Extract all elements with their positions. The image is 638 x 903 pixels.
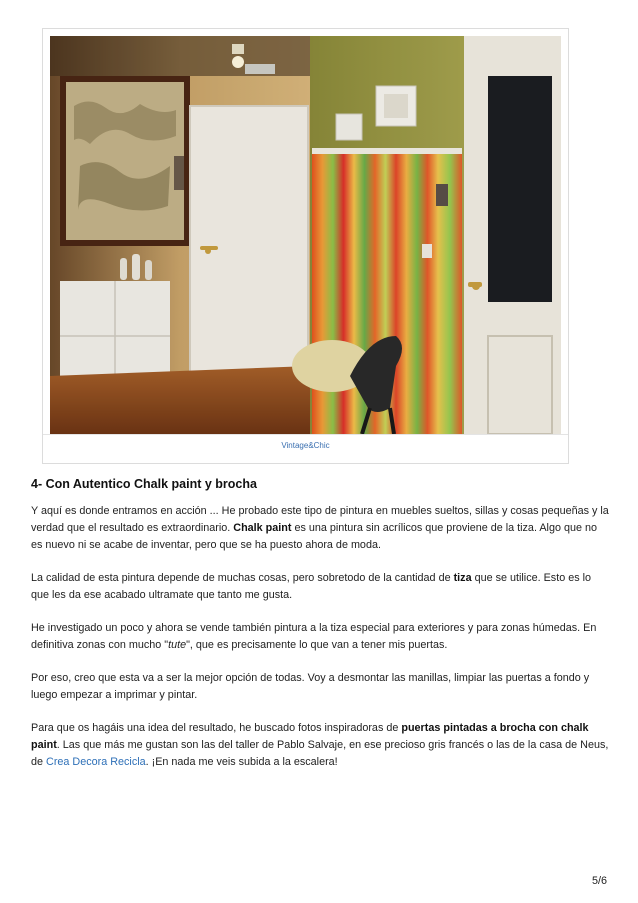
- paragraph-1: [31, 503, 611, 554]
- paragraph-2-text-a: La calidad de esta pintura depende de muchas cosas, pero sobretodo de la cantidad de: [31, 572, 454, 584]
- puertas-pintadas-term: puertas pintadas a brocha con chalk paint: [31, 722, 589, 751]
- page-number: 5/6: [591, 875, 607, 887]
- paragraph-2: [31, 570, 611, 604]
- paragraph-5: [31, 720, 611, 771]
- paragraph-4: Por eso, creo que esta va a ser la mejor opción de todas. Voy a desmontar las manillas, limpiar las puertas a fondo y luego empezar a imprimar y pintar.: [31, 672, 590, 701]
- paragraph-5-text-d: . ¡En nada me veis subida a la escalera!: [145, 756, 338, 768]
- paragraph-3-text-c: ", que es precisamente lo que van a tener mis puertas.: [186, 639, 448, 651]
- paragraph-3: [31, 620, 611, 654]
- figure: [42, 28, 569, 464]
- paragraph-5-text-a: Para que os hagáis una idea del resultado, he buscado fotos inspiradoras de: [31, 722, 402, 734]
- paragraph-2-text-c: que se utilice. Esto es lo que les da ese acabado ultramate que tanto me gusta.: [31, 572, 592, 601]
- crea-decora-recicla-link[interactable]: Crea Decora Recicla: [46, 756, 146, 768]
- tiza-term: tiza: [453, 572, 472, 584]
- chalk-paint-term: Chalk paint: [233, 522, 292, 534]
- paragraph-3-text-a: He investigado un poco y ahora se vende también pintura a la tiza especial para exteriores y para zonas húmedas. En definitiva zonas con mucho ": [31, 622, 597, 651]
- article-content: [31, 477, 611, 787]
- figure-caption: Vintage&Chic: [281, 441, 330, 450]
- paragraph-1-text-a: Y aquí es donde entramos en acción ... He probado este tipo de pintura en muebles sueltos, sillas y cosas pequeñas y la verdad que el resultado es extraordinario.: [31, 505, 609, 534]
- section-heading: 4- Con Autentico Chalk paint y brocha: [31, 477, 257, 491]
- hallway-photo: [50, 36, 561, 434]
- paragraph-1-text-c: es una pintura sin acrílicos que proviene de la tiza. Algo que no es nuevo ni se acabe de inventar, pero que se ha puesto ahora de moda.: [31, 522, 597, 551]
- paragraph-5-text-c: . Las que más me gustan son las del taller de Pablo Salvaje, en ese precioso gris francés o las de la casa de Neus, de: [31, 739, 609, 768]
- caption-divider: [43, 434, 568, 435]
- tute-term: tute: [168, 639, 187, 651]
